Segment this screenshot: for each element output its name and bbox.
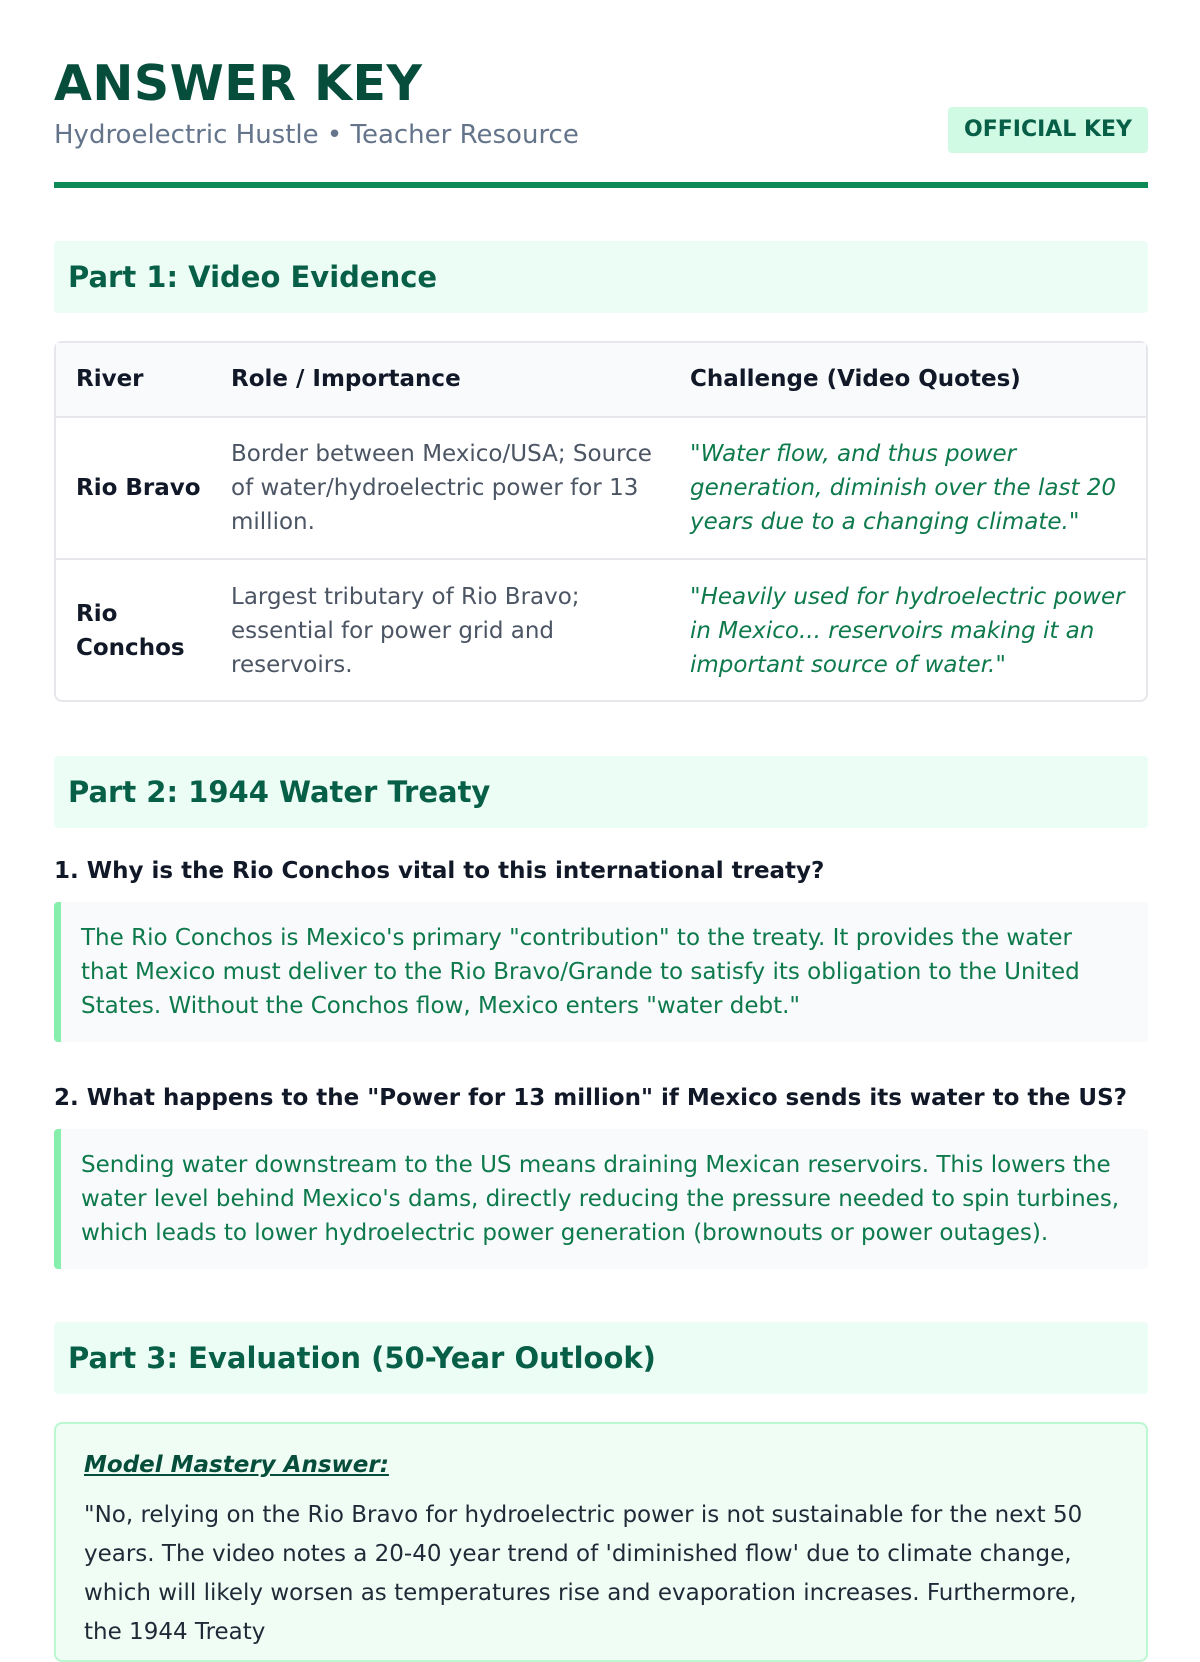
role-text: Largest tributary of Rio Bravo; essential for power grid and reservoirs. <box>231 584 580 678</box>
page-subtitle: Hydroelectric Hustle • Teacher Resource <box>54 120 579 150</box>
question-1: 1. Why is the Rio Conchos vital to this international treaty? <box>54 858 825 884</box>
quote-text: "Water flow, and thus power generation, diminish over the last 20 years due to a changing climate." <box>690 441 1117 535</box>
river-cell <box>76 560 216 702</box>
question-2: 2. What happens to the "Power for 13 million" if Mexico sends its water to the US? <box>54 1085 1127 1111</box>
role-text: Border between Mexico/USA; Source of water/hydroelectric power for 13 million. <box>231 441 652 535</box>
column-header-challenge: Challenge (Video Quotes) <box>690 366 1021 392</box>
official-key-badge: OFFICIAL KEY <box>948 107 1148 153</box>
column-header-role: Role / Importance <box>231 366 461 392</box>
table-row <box>56 560 1146 702</box>
quote-cell <box>690 560 1128 702</box>
role-cell <box>231 418 661 558</box>
river-name: Rio Conchos <box>76 601 185 661</box>
quote-cell <box>690 418 1128 558</box>
quote-text: "Heavily used for hydroelectric power in Mexico... reservoirs making it an important source of water." <box>690 584 1125 678</box>
part1-heading: Part 1: Video Evidence <box>54 241 1148 313</box>
page-title: ANSWER KEY <box>54 55 423 112</box>
part3-heading: Part 3: Evaluation (50-Year Outlook) <box>54 1322 1148 1394</box>
video-evidence-table <box>54 341 1148 702</box>
river-cell <box>76 418 216 558</box>
table-row <box>56 418 1146 560</box>
answer-2: Sending water downstream to the US means draining Mexican reservoirs. This lowers the water level behind Mexico's dams, directly reducing the pressure needed to spin turbines, which leads to lower hydroelectric power generation (brownouts or power outages). <box>54 1129 1148 1269</box>
model-mastery-label: Model Mastery Answer: <box>84 1452 389 1478</box>
role-cell <box>231 560 661 702</box>
river-name: Rio Bravo <box>76 475 201 501</box>
table-header <box>56 343 1146 418</box>
model-mastery-answer-box <box>54 1422 1148 1662</box>
header <box>54 50 1148 188</box>
column-header-river: River <box>76 366 144 392</box>
part2-heading: Part 2: 1944 Water Treaty <box>54 756 1148 828</box>
answer-1: The Rio Conchos is Mexico's primary "contribution" to the treaty. It provides the water that Mexico must deliver to the Rio Bravo/Grande to satisfy its obligation to the United States. Without the Conchos flow, Mexico enters "water debt." <box>54 902 1148 1042</box>
model-mastery-text: "No, relying on the Rio Bravo for hydroelectric power is not sustainable for the next 50 years. The video notes a 20-40 year trend of 'diminished flow' due to climate change, which will likely worsen as temperatures rise and evaporation increases. Furthermore, the 1944 Treaty <box>84 1502 1083 1645</box>
